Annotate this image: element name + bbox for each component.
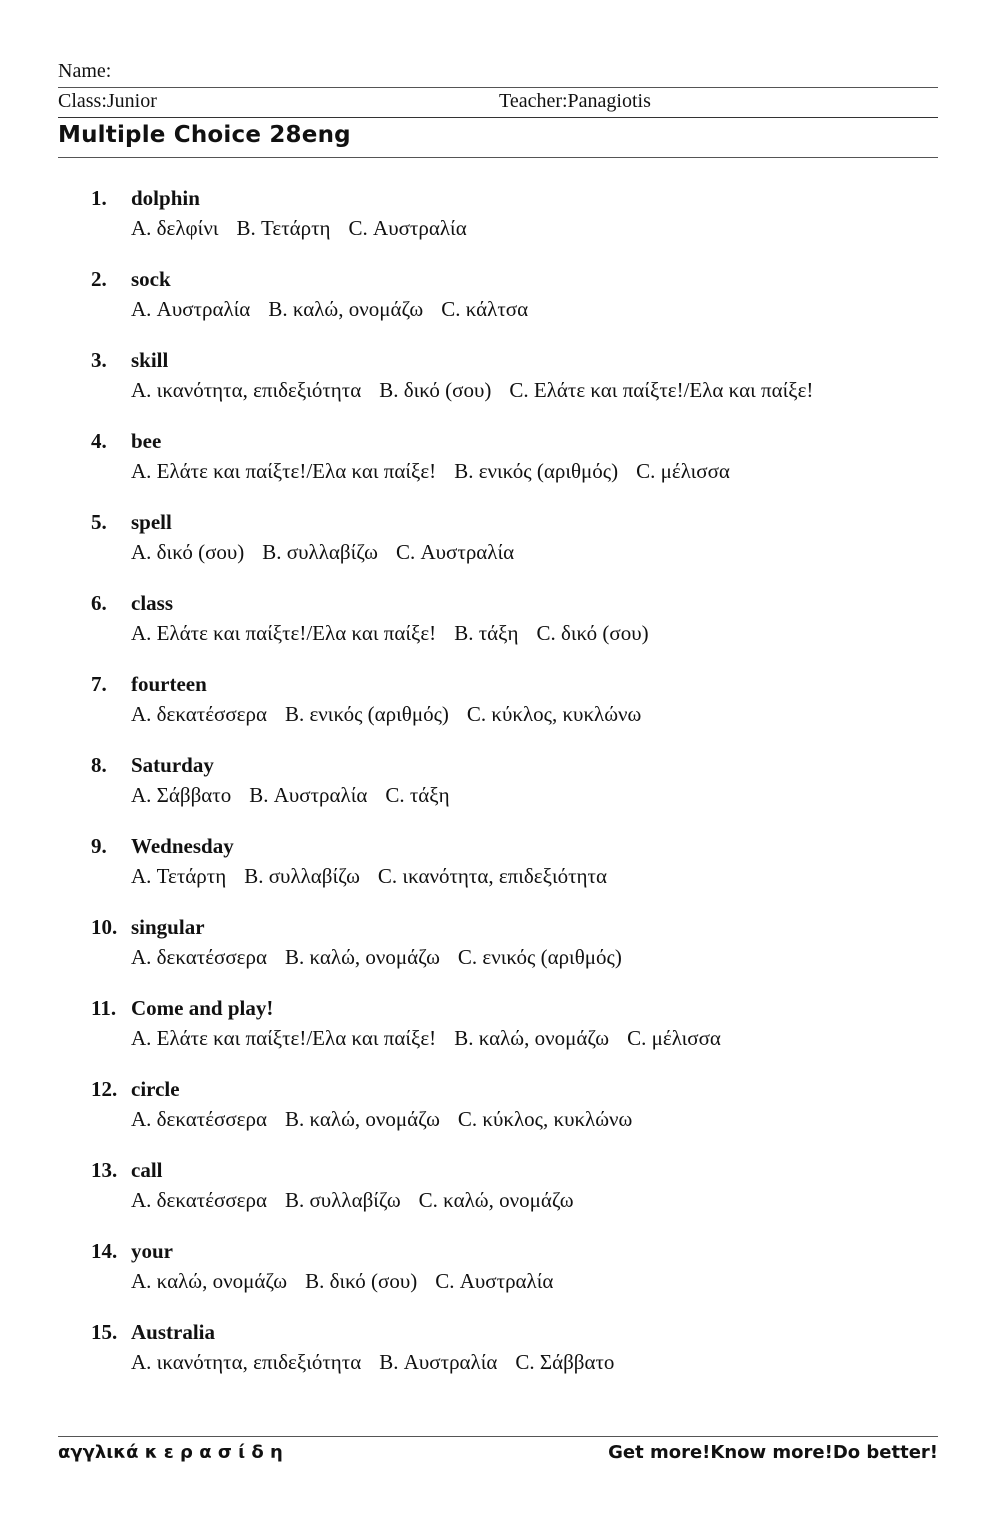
answer-options bbox=[131, 216, 485, 241]
question-word: dolphin bbox=[131, 186, 200, 210]
answer-options bbox=[131, 1188, 592, 1213]
question-item bbox=[0, 510, 1000, 574]
question-item bbox=[0, 591, 1000, 655]
question-item bbox=[0, 996, 1000, 1060]
class-label: Class:Junior bbox=[58, 90, 157, 112]
question-word: sock bbox=[131, 267, 171, 291]
question-word: skill bbox=[131, 348, 169, 372]
answer-option[interactable]: A. Σάββατο bbox=[131, 783, 232, 807]
header-divider bbox=[58, 87, 938, 88]
question-word: Australia bbox=[131, 1320, 215, 1344]
answer-option[interactable]: B. καλώ, ονομάζω bbox=[268, 297, 424, 321]
answer-options bbox=[131, 702, 659, 727]
question-number: 13. bbox=[91, 1158, 118, 1182]
title-divider bbox=[58, 157, 938, 158]
question-item bbox=[0, 672, 1000, 736]
answer-option[interactable]: A. δικό (σου) bbox=[131, 540, 245, 564]
question-item bbox=[0, 348, 1000, 412]
answer-option[interactable]: C. Σάββατο bbox=[515, 1350, 615, 1374]
answer-options bbox=[131, 459, 748, 484]
answer-option[interactable]: C. ικανότητα, επιδεξιότητα bbox=[377, 864, 607, 888]
footer-divider bbox=[58, 1436, 938, 1437]
question-number: 3. bbox=[91, 348, 107, 372]
answer-option[interactable]: C. δικό (σου) bbox=[536, 621, 649, 645]
question-item bbox=[0, 1077, 1000, 1141]
answer-option[interactable]: A. δεκατέσσερα bbox=[131, 945, 267, 969]
answer-option[interactable]: A. καλώ, ονομάζω bbox=[131, 1269, 288, 1293]
answer-option[interactable]: C. ενικός (αριθμός) bbox=[457, 945, 622, 969]
answer-option[interactable]: C. κύκλος, κυκλώνω bbox=[457, 1107, 633, 1131]
question-number: 1. bbox=[91, 186, 107, 210]
answer-option[interactable]: A. Ελάτε και παίξτε!/Ελα και παίξε! bbox=[131, 621, 437, 645]
question-item bbox=[0, 834, 1000, 898]
question-item bbox=[0, 267, 1000, 331]
question-number: 6. bbox=[91, 591, 107, 615]
answer-option[interactable]: B. τάξη bbox=[454, 621, 519, 645]
question-word: circle bbox=[131, 1077, 180, 1101]
header-divider bbox=[58, 117, 938, 118]
question-word: Wednesday bbox=[131, 834, 234, 858]
footer-slogan: Get more!Know more!Do better! bbox=[608, 1442, 938, 1463]
question-word: class bbox=[131, 591, 173, 615]
answer-option[interactable]: B. συλλαβίζω bbox=[284, 1188, 401, 1212]
answer-options bbox=[131, 297, 546, 322]
answer-options bbox=[131, 1107, 650, 1132]
answer-option[interactable]: B. ενικός (αριθμός) bbox=[284, 702, 449, 726]
answer-option[interactable]: B. καλώ, ονομάζω bbox=[454, 1026, 610, 1050]
question-word: spell bbox=[131, 510, 172, 534]
question-item bbox=[0, 1239, 1000, 1303]
answer-option[interactable]: B. καλώ, ονομάζω bbox=[284, 945, 440, 969]
question-number: 10. bbox=[91, 915, 118, 939]
question-word: Come and play! bbox=[131, 996, 274, 1020]
answer-option[interactable]: A. Αυστραλία bbox=[131, 297, 251, 321]
question-word: fourteen bbox=[131, 672, 207, 696]
answer-option[interactable]: C. κύκλος, κυκλώνω bbox=[466, 702, 642, 726]
question-number: 15. bbox=[91, 1320, 118, 1344]
answer-option[interactable]: A. Τετάρτη bbox=[131, 864, 227, 888]
answer-option[interactable]: B. Αυστραλία bbox=[379, 1350, 498, 1374]
answer-option[interactable]: C. κάλτσα bbox=[441, 297, 529, 321]
question-word: bee bbox=[131, 429, 162, 453]
answer-option[interactable]: B. Τετάρτη bbox=[236, 216, 331, 240]
answer-options bbox=[131, 864, 625, 889]
answer-option[interactable]: C. καλώ, ονομάζω bbox=[418, 1188, 574, 1212]
answer-option[interactable]: A. δεκατέσσερα bbox=[131, 702, 267, 726]
question-word: your bbox=[131, 1239, 173, 1263]
question-word: singular bbox=[131, 915, 205, 939]
question-item bbox=[0, 753, 1000, 817]
answer-option[interactable]: C. Αυστραλία bbox=[395, 540, 515, 564]
answer-options bbox=[131, 783, 468, 808]
answer-options bbox=[131, 378, 831, 403]
answer-option[interactable]: A. ικανότητα, επιδεξιότητα bbox=[131, 378, 362, 402]
question-number: 11. bbox=[91, 996, 117, 1020]
answer-option[interactable]: C. τάξη bbox=[385, 783, 450, 807]
question-word: call bbox=[131, 1158, 163, 1182]
question-number: 14. bbox=[91, 1239, 118, 1263]
answer-options bbox=[131, 945, 640, 970]
question-item bbox=[0, 1320, 1000, 1384]
question-number: 5. bbox=[91, 510, 107, 534]
question-item bbox=[0, 915, 1000, 979]
answer-option[interactable]: B. δικό (σου) bbox=[305, 1269, 418, 1293]
answer-options bbox=[131, 621, 667, 646]
answer-option[interactable]: B. Αυστραλία bbox=[249, 783, 368, 807]
answer-option[interactable]: B. συλλαβίζω bbox=[244, 864, 360, 888]
answer-option[interactable]: C. μέλισσα bbox=[627, 1026, 721, 1050]
answer-option[interactable]: C. μέλισσα bbox=[636, 459, 730, 483]
answer-options bbox=[131, 1026, 739, 1051]
name-label: Name: bbox=[58, 60, 112, 82]
answer-options bbox=[131, 540, 532, 565]
question-number: 7. bbox=[91, 672, 107, 696]
footer-brand: αγγλικά κ ε ρ α σ ί δ η bbox=[58, 1442, 283, 1463]
question-number: 4. bbox=[91, 429, 107, 453]
question-item bbox=[0, 429, 1000, 493]
question-item bbox=[0, 1158, 1000, 1222]
answer-option[interactable]: A. Ελάτε και παίξτε!/Ελα και παίξε! bbox=[131, 1026, 437, 1050]
answer-option[interactable]: A. Ελάτε και παίξτε!/Ελα και παίξε! bbox=[131, 459, 437, 483]
answer-option[interactable]: A. δεκατέσσερα bbox=[131, 1188, 267, 1212]
answer-option[interactable]: A. δελφίνι bbox=[131, 216, 219, 240]
answer-option[interactable]: A. ικανότητα, επιδεξιότητα bbox=[131, 1350, 362, 1374]
answer-option[interactable]: C. Ελάτε και παίξτε!/Ελα και παίξε! bbox=[509, 378, 814, 402]
answer-options bbox=[131, 1350, 632, 1375]
question-word: Saturday bbox=[131, 753, 214, 777]
answer-option[interactable]: C. Αυστραλία bbox=[348, 216, 467, 240]
question-number: 2. bbox=[91, 267, 107, 291]
answer-options bbox=[131, 1269, 571, 1294]
answer-option[interactable]: B. ενικός (αριθμός) bbox=[454, 459, 619, 483]
question-item bbox=[0, 186, 1000, 250]
answer-option[interactable]: B. καλώ, ονομάζω bbox=[284, 1107, 440, 1131]
teacher-label: Teacher:Panagiotis bbox=[499, 90, 651, 112]
answer-option[interactable]: B. δικό (σου) bbox=[379, 378, 492, 402]
question-number: 9. bbox=[91, 834, 107, 858]
question-number: 8. bbox=[91, 753, 107, 777]
answer-option[interactable]: A. δεκατέσσερα bbox=[131, 1107, 267, 1131]
answer-option[interactable]: C. Αυστραλία bbox=[435, 1269, 554, 1293]
question-number: 12. bbox=[91, 1077, 118, 1101]
page-title: Multiple Choice 28eng bbox=[58, 122, 351, 148]
answer-option[interactable]: B. συλλαβίζω bbox=[262, 540, 378, 564]
